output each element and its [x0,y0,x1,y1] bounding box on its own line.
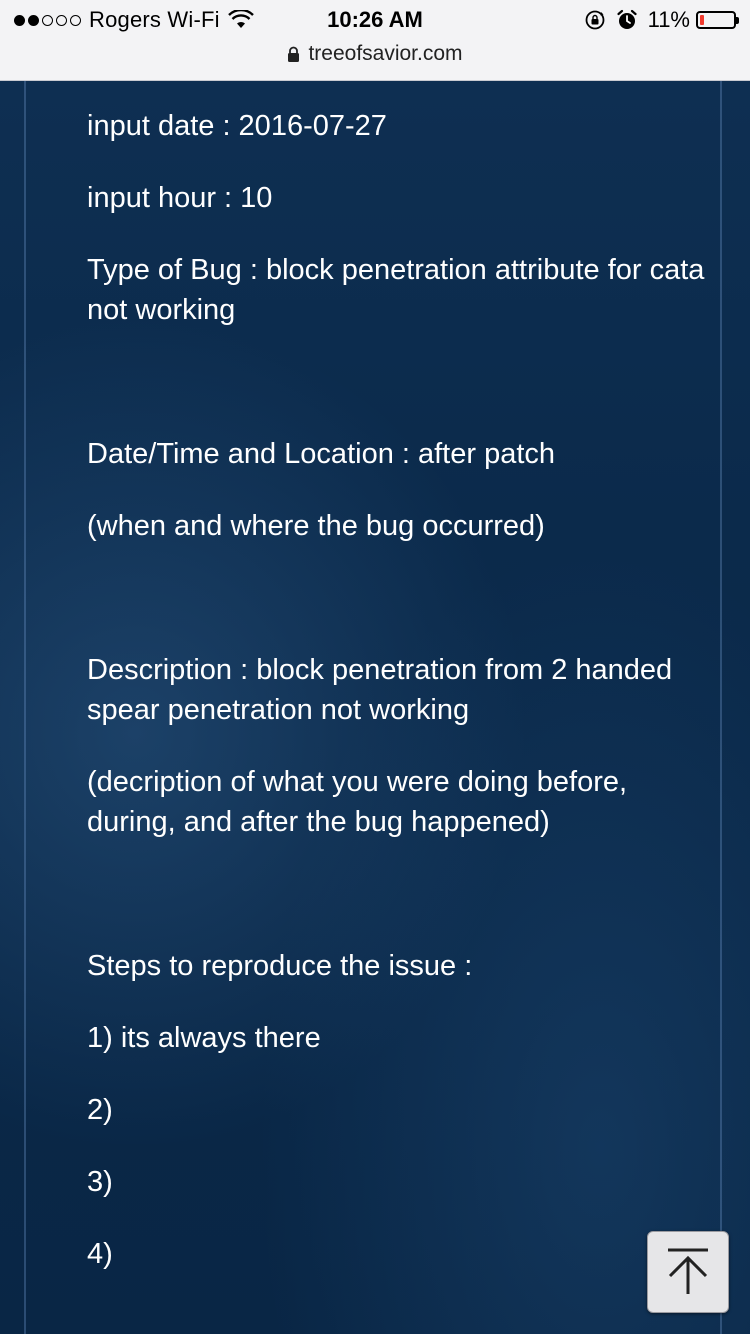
lock-icon [287,46,300,63]
rotation-lock-icon [584,9,606,31]
date-time-location-line: Date/Time and Location : after patch [87,438,556,470]
step-3-line: 3) [87,1166,113,1198]
input-hour-line: input hour : 10 [87,182,273,214]
description-line: Description : block penetration from 2 handed spear penetration not working [87,654,673,726]
step-1-line: 1) its always there [87,1022,321,1054]
arrow-up-to-top-icon [664,1246,712,1298]
alarm-icon [616,9,638,31]
address-bar[interactable] [0,42,750,66]
content-border-left [24,81,26,1334]
step-4-line: 4) [87,1238,113,1270]
battery-icon [696,11,736,29]
battery-percentage: 11% [647,7,690,32]
content-border-right [720,81,722,1334]
input-date-line: input date : 2016-07-27 [87,110,387,142]
steps-header-line: Steps to reproduce the issue : [87,950,473,982]
carrier-name: Rogers Wi-Fi [89,7,220,32]
forum-post-content [0,81,750,1334]
type-of-bug-line: Type of Bug : block penetration attribute for cata not working [87,254,705,326]
battery-level-fill [700,15,704,25]
scroll-to-top-button[interactable] [647,1231,729,1313]
ios-status-bar [0,0,750,81]
clock: 10:26 AM [327,7,423,32]
description-hint-line: (decription of what you were doing before, during, and after the bug happened) [87,766,628,838]
step-2-line: 2) [87,1094,113,1126]
date-time-hint-line: (when and where the bug occurred) [87,510,545,542]
url-text[interactable]: treeofsavior.com [308,42,463,65]
status-indicators [584,7,736,33]
